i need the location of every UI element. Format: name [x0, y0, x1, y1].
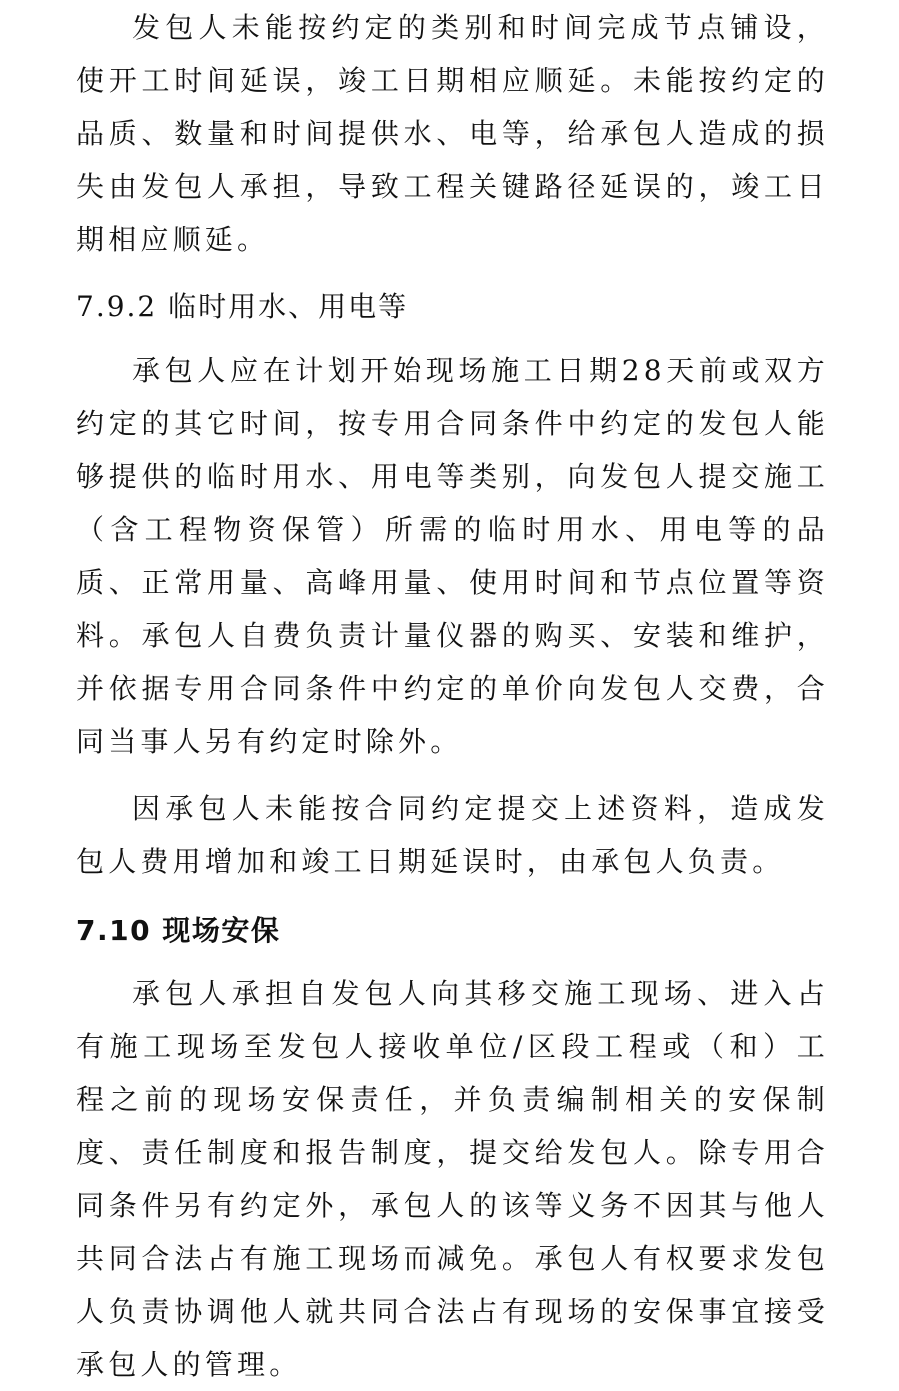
section-heading-7-10: 7.10 现场安保	[76, 914, 281, 947]
subsection-heading-7-9-2: 7.9.2 临时用水、用电等	[76, 290, 409, 323]
paragraph-site-security: 承包人承担自发包人向其移交施工现场、进入占有施工现场至发包人接收单位/区段工程或（和）工程之前的现场安保责任，并负责编制相关的安保制度、责任制度和报告制度，提交给发包人。除专用合同条件另有约定外，承包人的该等义务不因其与他人共同合法占有施工现场而减免。承包人有权要求发包人负责协调他人就共同合法占有现场的安保事宜接受承包人的管理。	[76, 977, 829, 1381]
paragraph-node-laying: 发包人未能按约定的类别和时间完成节点铺设，使开工时间延误，竣工日期相应顺延。未能按约定的品质、数量和时间提供水、电等，给承包人造成的损失由发包人承担，导致工程关键路径延误的，竣工日期相应顺延。	[76, 11, 829, 256]
paragraph-temporary-water-power: 承包人应在计划开始现场施工日期28天前或双方约定的其它时间，按专用合同条件中约定的发包人能够提供的临时用水、用电等类别，向发包人提交施工（含工程物资保管）所需的临时用水、用电等的品质、正常用量、高峰用量、使用时间和节点位置等资料。承包人自费负责计量仪器的购买、安装和维护，并依据专用合同条件中约定的单价向发包人交费，合同当事人另有约定时除外。	[76, 354, 830, 758]
paragraph-contractor-responsibility: 因承包人未能按合同约定提交上述资料，造成发包人费用增加和竣工日期延误时，由承包人负责。	[76, 792, 829, 878]
